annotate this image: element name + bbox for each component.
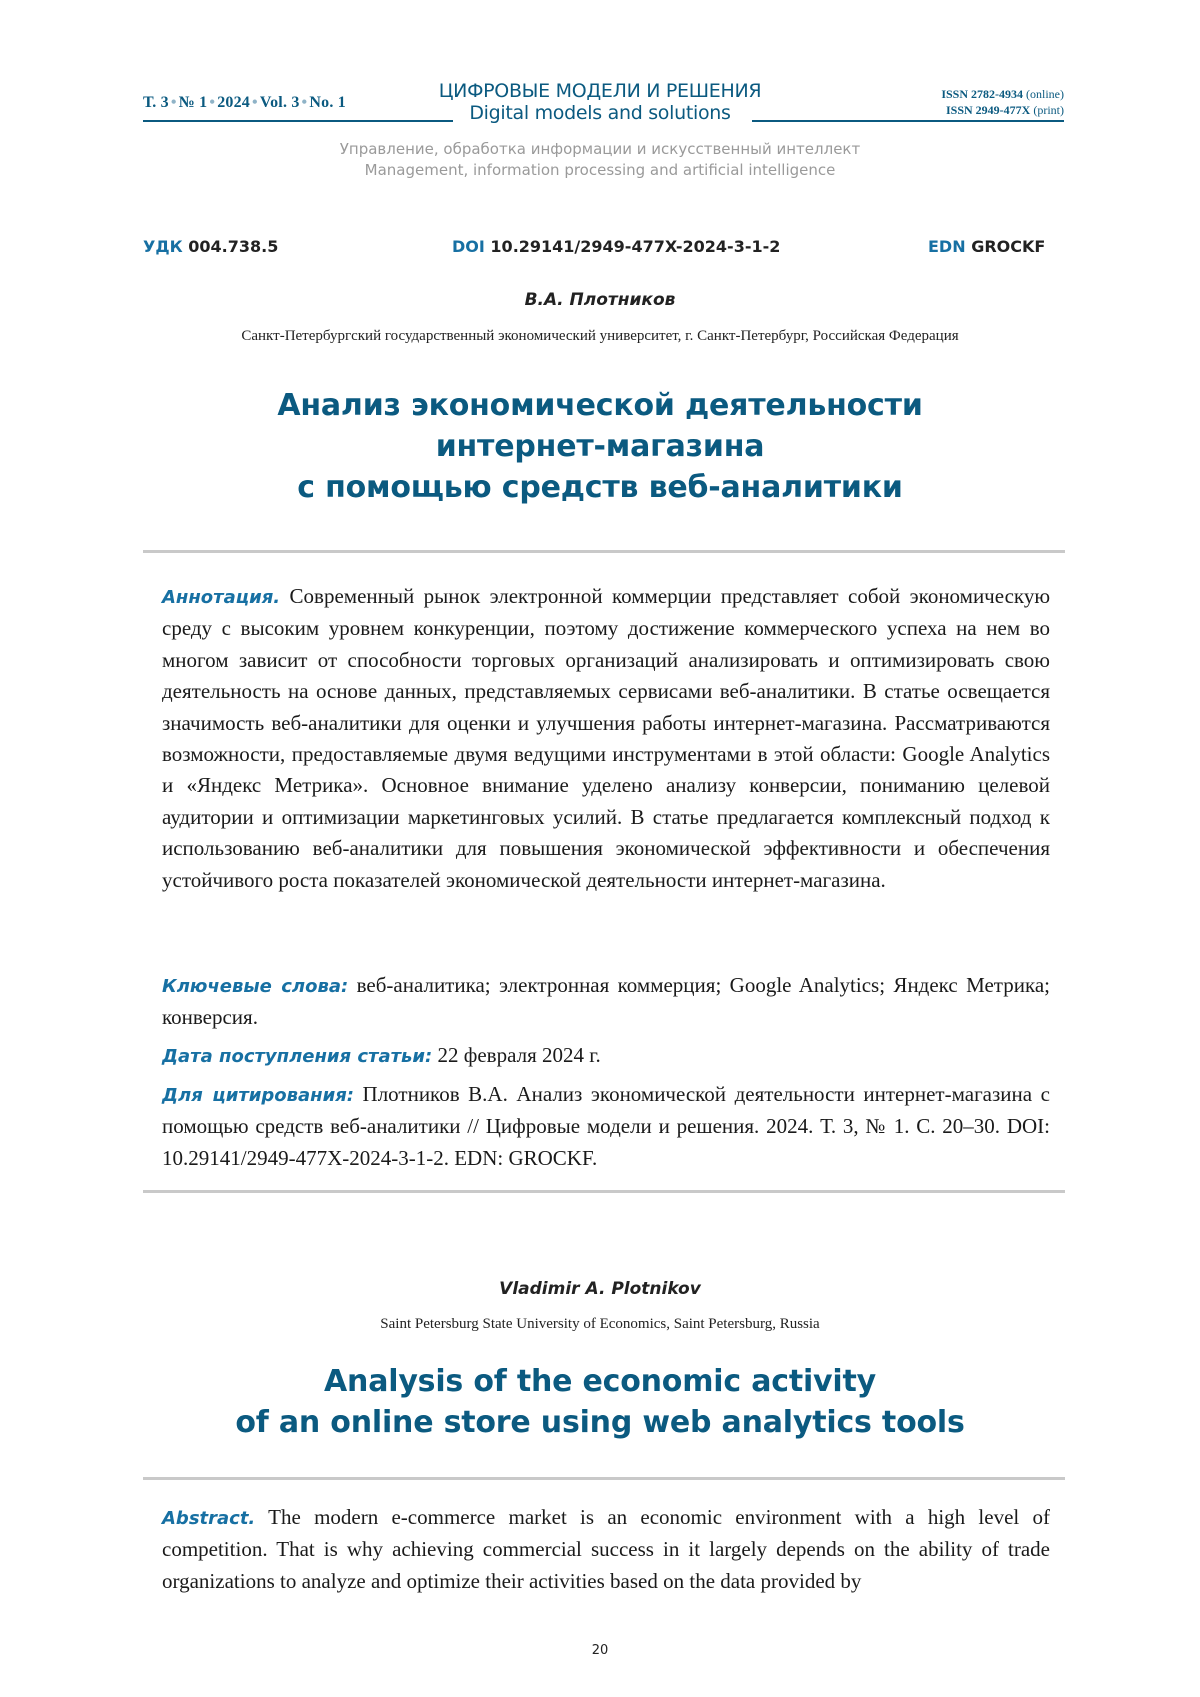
udk: УДК 004.738.5 — [143, 237, 279, 256]
volume-ru: Т. 3 — [143, 94, 169, 111]
abstract-en: Abstract. The modern e-commerce market is an economic environment with a high level of competition. That is why achieving commercial success in it largely depends on the ability of trade organizations to analyze and optimize their activities based on the data provided by — [162, 1505, 1050, 1593]
edn: EDN GROCKF — [928, 237, 1046, 256]
issn-block: ISSN 2782-4934 (online) ISSN 2949-477X (print) — [941, 87, 1064, 117]
affiliation-en: Saint Petersburg State University of Economics, Saint Petersburg, Russia — [380, 1316, 820, 1332]
journal-title — [380, 80, 820, 124]
received-date-ru: Дата поступления статьи: 22 февраля 2024 г. — [162, 1043, 601, 1067]
author-ru: В.А. Плотников — [524, 290, 676, 310]
issn-print: ISSN 2949-477X — [945, 103, 1031, 117]
year: 2024 — [217, 94, 250, 111]
page-number: 20 — [591, 1643, 609, 1658]
journal-title-ru: ЦИФРОВЫЕ МОДЕЛИ И РЕШЕНИЯ — [438, 80, 762, 102]
affiliation-ru: Санкт-Петербургский государственный экономический университет, г. Санкт-Петербург, Российская Федерация — [241, 328, 959, 344]
issn-online: ISSN 2782-4934 — [941, 87, 1023, 101]
citation-ru: Для цитирования: Плотников В.А. Анализ экономической деятельности интернет-магазина с помощью средств веб-аналитики // Цифровые модели и решения. 2024. Т. 3, № 1. С. 20–30. DOI: 10.29141/2949-477X-2024-3-1-2. EDN: GROCKF. — [162, 1082, 1050, 1170]
number-ru: № 1 — [178, 94, 208, 111]
keywords-ru: Ключевые слова: веб-аналитика; электронная коммерция; Google Analytics; Яндекс Метрика; конверсия. — [162, 973, 1051, 1030]
section-ru: Управление, обработка информации и искусственный интеллект — [339, 140, 861, 158]
divider — [143, 1477, 1065, 1480]
journal-issue-info: Т. 3 • № 1 • 2024 • Vol. 3 • No. 1 — [143, 94, 346, 111]
volume-en: Vol. 3 — [259, 94, 300, 111]
article-title-ru: Анализ экономической деятельности интернет-магазина с помощью средств веб-аналитики — [277, 388, 923, 505]
abstract-ru: Аннотация. Современный рынок электронной коммерции представляет собой экономическую среду с высоким уровнем конкуренции, поэтому достижение коммерческого успеха на нем во многом зависит от способности торговых организаций анализировать и оптимизировать свою деятельность на основе данных, представляемых сервисами веб-аналитики. В статье освещается значимость веб-аналитики для оценки и улучшения работы интернет-магазина. Рассматриваются возможности, предоставляемые двумя ведущими инструментами в этой области: Google Analytics и «Яндекс Метрика». Основное внимание уделено анализу конверсии, пониманию целевой аудитории и оптимизации маркетинговых усилий. В статье предлагается комплексный подход к использованию веб-аналитики для повышения экономической эффективности и обеспечения устойчивого роста показателей экономической деятельности интернет-магазина. — [162, 584, 1051, 892]
divider — [143, 550, 1065, 553]
journal-section — [200, 139, 1000, 181]
divider — [143, 1190, 1065, 1193]
section-en: Management, information processing and artificial intelligence — [364, 161, 836, 179]
author-en: Vladimir A. Plotnikov — [499, 1279, 701, 1299]
number-en: No. 1 — [309, 94, 346, 111]
article-title-en: Analysis of the economic activity of an online store using web analytics tools — [235, 1364, 965, 1440]
journal-title-en: Digital models and solutions — [469, 102, 731, 124]
doi: DOI 10.29141/2949-477X-2024-3-1-2 — [452, 237, 781, 256]
